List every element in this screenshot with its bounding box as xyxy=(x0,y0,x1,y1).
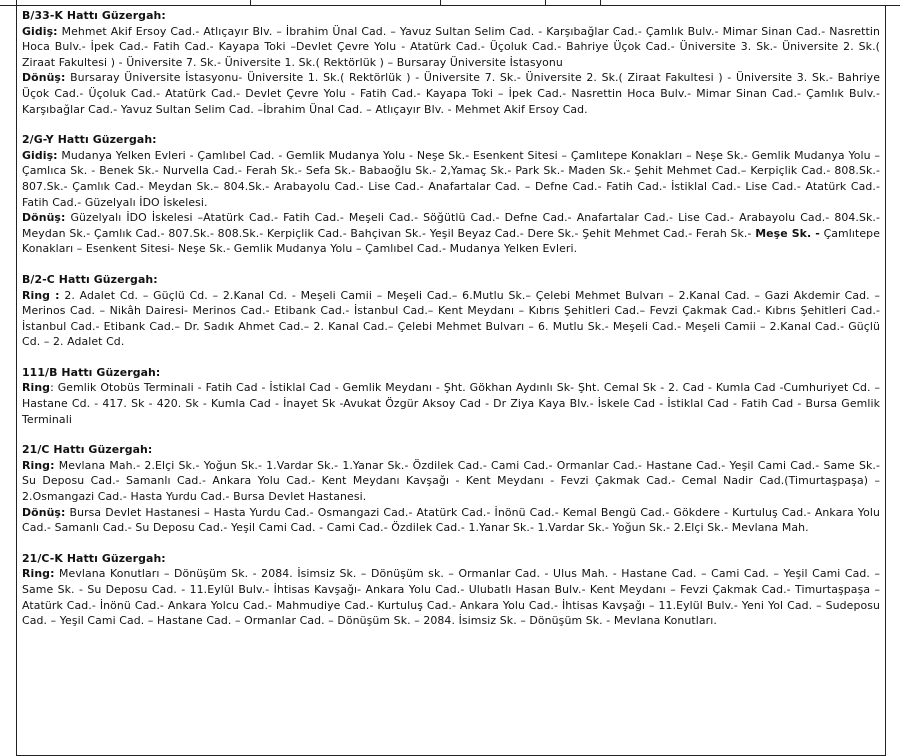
route-direction xyxy=(22,148,880,210)
direction-label: Dönüş: xyxy=(22,211,66,225)
route-title: 21/C Hattı Güzergah: xyxy=(22,443,153,457)
route-block xyxy=(22,132,880,257)
direction-label: Ring: xyxy=(22,567,55,581)
route-direction xyxy=(22,210,880,257)
route-stops: Bursaray Üniversite İstasyonu- Üniversite 1. Sk.( Rektörlük ) - Üniversite 7. Sk.- Üniversite 2. Sk.( Ziraat Fakultesi ) - Üniversite 3. Sk.- Bahriye Üçok Cad.- Üçoluk Cad.- Atatürk Cad.- Devlet Çevre Yolu - Fatih Cad.- Kayapa Toki – İpek Cad.- Nasrettin Hoca Bulv.- Mimar Sinan Cad.- Çamlık Bulv.- Karşıbağlar Cad.- Yavuz Sultan Selim Cad. –İbrahim Ünal Cad. – Atlıçayır Blv. - Mehmet Akif Ersoy Cad. xyxy=(22,71,880,116)
route-stops: 2. Adalet Cd. – Güçlü Cd. – 2.Kanal Cd. - Meşeli Camii – Meşeli Cad.– 6.Mutlu Sk.– Çelebi Mehmet Bulvarı – 2.Kanal Cad. – Gazi Akdemir Cad. – Merinos Cad. – Nikâh Dairesi- Merinos Cad.- Etibank Cad.- İstanbul Cad.– Kent Meydanı – Kıbrıs Şehitleri Cad.– Fevzi Çakmak Cad.- Kıbrıs Şehitleri Cad.- İstanbul Cad.- Etibank Cad.– Dr. Sadık Ahmet Cad.– 2. Kanal Cad.– Çelebi Mehmet Bulvarı – 6. Mutlu Sk.- Meşeli Cad.- Meşeli Camii – 2.Kanal Cad.- Güçlü Cd. – 2. Adalet Cd. xyxy=(22,288,880,349)
route-title: B/2-C Hattı Güzergah: xyxy=(22,272,158,286)
route-stops: Bursa Devlet Hastanesi – Hasta Yurdu Cad.- Osmangazi Cad.- Atatürk Cad.- İnönü Cad.- Kemal Bengü Cad.- Gökdere - Kurtuluş Cad.- Ankara Yolu Cad.- Samanlı Cad.- Su Deposu Cad.- Yeşil Cami Cad. - Cami Cad.- Özdilek Cad.- 1.Yanar Sk.- 1.Vardar Sk.- Yoğun Sk.- 2.Elçi Sk.- Mevlana Mah. xyxy=(22,505,880,535)
route-direction xyxy=(22,566,880,628)
route-stops: : Gemlik Otobüs Terminali - Fatih Cad - İstiklal Cad - Gemlik Meydanı - Şht. Gökhan Aydınlı Sk- Şht. Cemal Sk - 2. Cad - Kumla Cad -Cumhuriyet Cd. – Hastane Cd. - 417. Sk - 420. Sk - Kumla Cad - İnayet Sk -Avukat Özgür Aksoy Cad - Dr Ziya Kaya Blv.- İskele Cad - İstiklal Cad - Fatih Cad - Bursa Gemlik Terminali xyxy=(22,381,880,426)
route-title: 2/G-Y Hattı Güzergah: xyxy=(22,133,157,147)
route-direction xyxy=(22,288,880,350)
direction-label: Gidiş: xyxy=(22,148,58,162)
route-title: B/33-K Hattı Güzergah: xyxy=(22,9,166,22)
route-stops: Mevlana Mah.- 2.Elçi Sk.- Yoğun Sk.- 1.Vardar Sk.- 1.Yanar Sk.- Özdilek Cad.- Cami Cad.- Ormanlar Cad.- Hastane Cad.- Yeşil Cami Cad.- Same Sk.- Su Deposu Cad.- Samanlı Cad.- Ankara Yolu Cad.- Kent Meydanı Kavşağı - Kent Meydanı - Fevzi Çakmak Cad.- Cemal Nadir Cad.(Timurtaşpaşa) – 2.Osmangazi Cad.- Hasta Yurdu Cad.- Bursa Devlet Hastanesi. xyxy=(22,458,880,504)
route-stops: Mudanya Yelken Evleri - Çamlıbel Cad. - Gemlik Mudanya Yolu - Neşe Sk.- Esenkent Sitesi – Çamlıtepe Konakları – Neşe Sk.- Gemlik Mudanya Yolu – Çamlıca Sk. - Benek Sk.- Nurvella Cad.- Ferah Sk.- Sefa Sk.- Babaoğlu Sk.- 2,Yamaç Sk.- Park Sk.- Maden Sk.- Şehit Mehmet Cad.– Kerpiçlik Cad.- 808.Sk.- 807.Sk.- Çamlık Cad.- Meydan Sk.– 804.Sk.- Arabayolu Cad.- Lise Cad.- Anafartalar Cad. – Defne Cad.- Fatih Cad.- İstiklal Cad.- Lise Cad.- Atatürk Cad.- Fatih Cad.- Güzelyalı İDO İskelesi. xyxy=(22,148,880,209)
direction-label: Ring xyxy=(22,381,51,395)
route-block xyxy=(22,8,880,117)
route-stops: Mevlana Konutları – Dönüşüm Sk. - 2084. İsimsiz Sk. – Dönüşüm sk. – Ormanlar Cad. - Ulus Mah. - Hastane Cad. – Cami Cad. – Yeşil Cami Cad. – Same Sk. - Su Deposu Cad. - 11.Eylül Bulv.- İhtisas Kavşağı- Ankara Yolu Cad.- Ulubatlı Hasan Bulv.- Kent Meydanı – Fevzi Çakmak Cad.- Timurtaşpaşa – Atatürk Cad.- İnönü Cad.- Ankara Yolcu Cad.- Mahmudiye Cad.- Kurtuluş Cad.- Ankara Yolu Cad.- İhtisas Kavşağı – 11.Eylül Bulv.- Yeni Yol Cad. – Sudeposu Cad. – Yeşil Cami Cad. – Hastane Cad. – Ormanlar Cad. – Dönüşüm Sk. – 2084. İsimsiz Sk. – Dönüşüm Sk. - Mevlana Konutları. xyxy=(22,567,880,628)
direction-label: Gidiş: xyxy=(22,24,58,38)
route-block xyxy=(22,272,880,350)
direction-label: Ring: xyxy=(22,458,55,472)
route-direction xyxy=(22,505,880,536)
route-stops: Güzelyalı İDO İskelesi –Atatürk Cad.- Fatih Cad.- Meşeli Cad.- Söğütlü Cad.- Defne Cad.- Anafartalar Cad.- Lise Cad.- Arabayolu Cad.- 804.Sk.- Meydan Sk.- Çamlık Cad.- 807.Sk.- 808.Sk.- Kerpiçlik Cad.- Bahçivan Sk.- Yeşil Beyaz Cad.- Dere Sk.- Şehit Mehmet Cad.- Ferah Sk.- xyxy=(22,211,880,240)
route-direction xyxy=(22,458,880,505)
route-list xyxy=(22,8,880,644)
route-block xyxy=(22,365,880,427)
direction-label: Dönüş: xyxy=(22,71,66,85)
route-block xyxy=(22,551,880,629)
route-stops: Çamlıtepe Konakları – Esenkent Sitesi- Neşe Sk.- Gemlik Mudanya Yolu – Çamlıbel Cad.- Mudanya Yelken Evleri. xyxy=(22,226,880,256)
direction-label: Dönüş: xyxy=(22,505,66,519)
route-direction xyxy=(22,70,880,117)
direction-label: Ring : xyxy=(22,288,60,302)
route-direction xyxy=(22,24,880,71)
route-title: 111/B Hattı Güzergah: xyxy=(22,365,161,379)
route-stops-highlight: Meşe Sk. - xyxy=(755,226,820,240)
route-stops: Mehmet Akif Ersoy Cad.- Atlıçayır Blv. – İbrahim Ünal Cad. – Yavuz Sultan Selim Cad. - Karşıbağlar Cad.- Çamlık Bulv.- Mimar Sinan Cad.- Nasrettin Hoca Bulv.- İpek Cad.- Fatih Cad.- Kayapa Toki –Devlet Çevre Yolu - Atatürk Cad.- Üçoluk Cad.- Bahriye Üçok Cad.- Üniversite 3. Sk.- Üniversite 2. Sk.( Ziraat Fakultesi ) - Üniversite 7. Sk.- Üniversite 1. Sk.( Rektörlük ) – Bursaray Üniversite İstasyonu xyxy=(22,24,880,69)
route-block xyxy=(22,442,880,536)
route-direction xyxy=(22,380,880,427)
route-title: 21/C-K Hattı Güzergah: xyxy=(22,551,166,565)
